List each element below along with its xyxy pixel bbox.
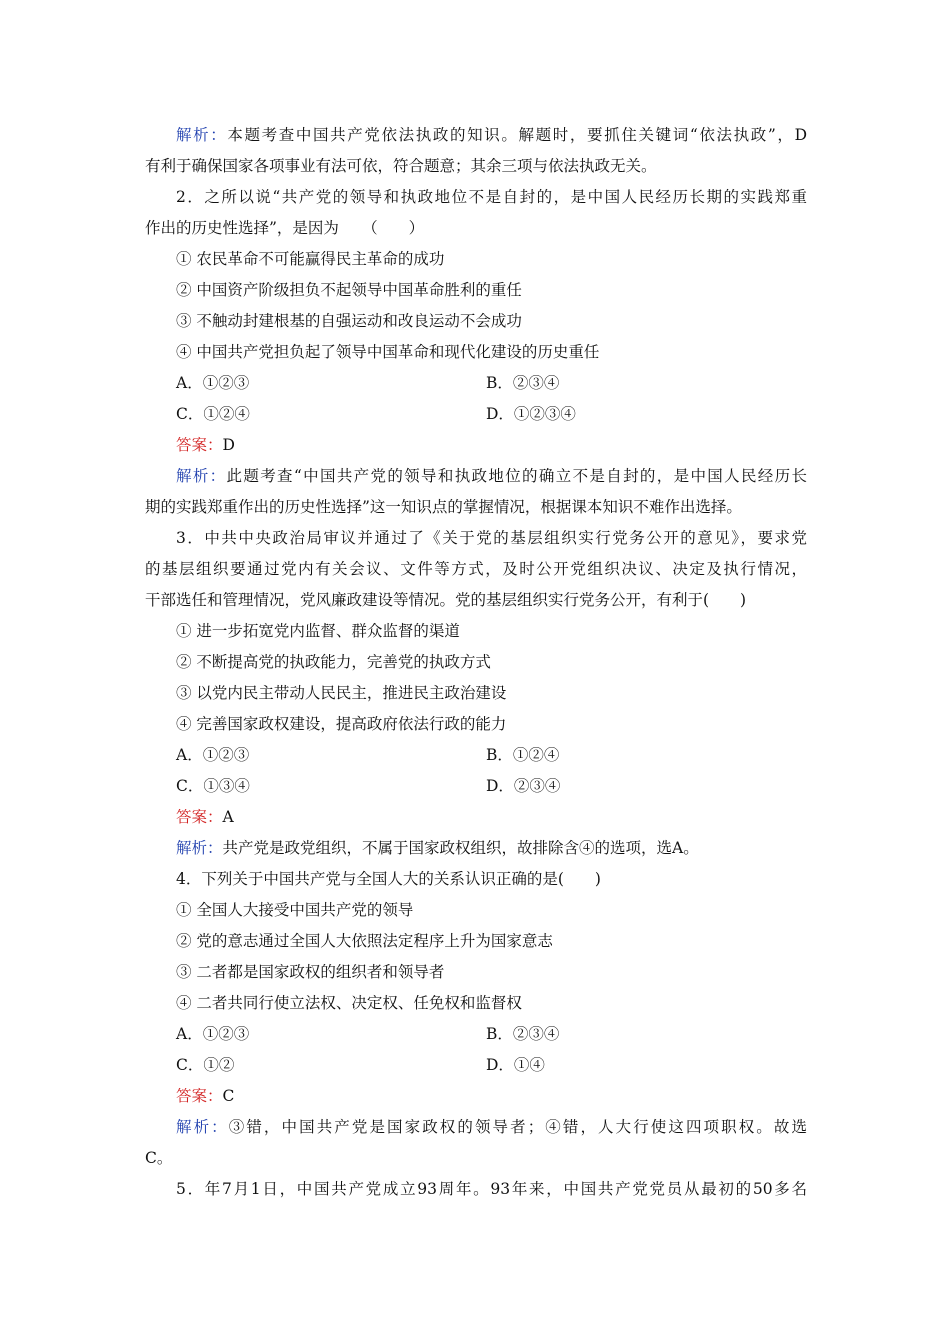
answer-label: 答案： (176, 808, 223, 826)
analysis-line: 期的实践郑重作出的历史性选择”这一知识点的掌握情况，根据课本知识不难作出选择。 (145, 498, 742, 516)
statement-item: ② 中国资产阶级担负不起领导中国革命胜利的重任 (176, 281, 522, 299)
question-2-stem: 作出的历史性选择”，是因为 （ ） (145, 219, 425, 237)
answer-label: 答案： (176, 1087, 223, 1105)
question-4-stem: 4．下列关于中国共产党与全国人大的关系认识正确的是( ) (176, 870, 601, 888)
statement-item: ② 党的意志通过全国人大依照法定程序上升为国家意志 (176, 932, 553, 950)
analysis-line (145, 461, 807, 492)
answer-label: 答案： (176, 436, 223, 454)
document-page (145, 120, 807, 1205)
analysis-line (145, 833, 807, 864)
analysis-line: 有利于确保国家各项事业有法可依，符合题意；其余三项与依法执政无关。 (145, 157, 657, 175)
option-a: A．①②③ (176, 1025, 250, 1043)
question-5-stem: 5．年7月1日，中国共产党成立93周年。93年来，中国共产党党员从最初的50多名 (176, 1180, 807, 1198)
option-c: C．①② (176, 1056, 235, 1074)
answer-line (145, 1081, 807, 1112)
option-d: D．①②③④ (486, 405, 576, 423)
option-c: C．①②④ (176, 405, 250, 423)
option-d: D．①④ (486, 1056, 545, 1074)
statement-item: ① 全国人大接受中国共产党的领导 (176, 901, 414, 919)
question-3-stem: 3．中共中央政治局审议并通过了《关于党的基层组织实行党务公开的意见》，要求党 (176, 529, 807, 547)
analysis-label: 解析： (176, 126, 228, 144)
answer-value: A (222, 808, 234, 826)
answer-value: D (222, 436, 235, 454)
option-d: D．②③④ (486, 777, 561, 795)
analysis-label: 解析： (176, 1118, 229, 1136)
analysis-text: ③错，中国共产党是国家政权的领导者；④错，人大行使这四项职权。故选 (228, 1118, 807, 1136)
statement-item: ② 不断提高党的执政能力，完善党的执政方式 (176, 653, 491, 671)
statement-item: ④ 二者共同行使立法权、决定权、任免权和监督权 (176, 994, 522, 1012)
options-row (145, 1019, 807, 1050)
question-3-stem: 的基层组织要通过党内有关会议、文件等方式，及时公开党组织决议、决定及执行情况， (145, 560, 807, 578)
option-b: B．①②④ (486, 746, 560, 764)
analysis-line (145, 1112, 807, 1143)
options-row (145, 1050, 807, 1081)
options-row (145, 740, 807, 771)
statement-item: ③ 不触动封建根基的自强运动和改良运动不会成功 (176, 312, 522, 330)
statement-item: ③ 二者都是国家政权的组织者和领导者 (176, 963, 445, 981)
option-b: B．②③④ (486, 1025, 560, 1043)
options-row (145, 399, 807, 430)
analysis-line: C。 (145, 1149, 173, 1167)
statement-item: ① 进一步拓宽党内监督、群众监督的渠道 (176, 622, 460, 640)
analysis-label: 解析： (176, 467, 227, 485)
options-row (145, 368, 807, 399)
analysis-text: 此题考查“中国共产党的领导和执政地位的确立不是自封的，是中国人民经历长 (226, 467, 807, 485)
answer-line (145, 802, 807, 833)
question-3-stem: 干部选任和管理情况，党风廉政建设等情况。党的基层组织实行党务公开，有利于( ) (145, 591, 747, 609)
analysis-text: 共产党是政党组织，不属于国家政权组织，故排除含④的选项，选A。 (222, 839, 699, 857)
answer-value: C (222, 1087, 235, 1105)
analysis-text: 本题考查中国共产党依法执政的知识。解题时，要抓住关键词“依法执政”，D (227, 126, 807, 144)
options-row (145, 771, 807, 802)
option-c: C．①③④ (176, 777, 250, 795)
statement-item: ④ 中国共产党担负起了领导中国革命和现代化建设的历史重任 (176, 343, 600, 361)
option-a: A．①②③ (176, 746, 250, 764)
option-a: A．①②③ (176, 374, 250, 392)
option-b: B．②③④ (486, 374, 560, 392)
analysis-line (145, 120, 807, 151)
statement-item: ③ 以党内民主带动人民民主，推进民主政治建设 (176, 684, 507, 702)
answer-line (145, 430, 807, 461)
statement-item: ④ 完善国家政权建设，提高政府依法行政的能力 (176, 715, 507, 733)
analysis-label: 解析： (176, 839, 223, 857)
question-2-stem: 2．之所以说“共产党的领导和执政地位不是自封的，是中国人民经历长期的实践郑重 (176, 188, 807, 206)
statement-item: ① 农民革命不可能赢得民主革命的成功 (176, 250, 445, 268)
